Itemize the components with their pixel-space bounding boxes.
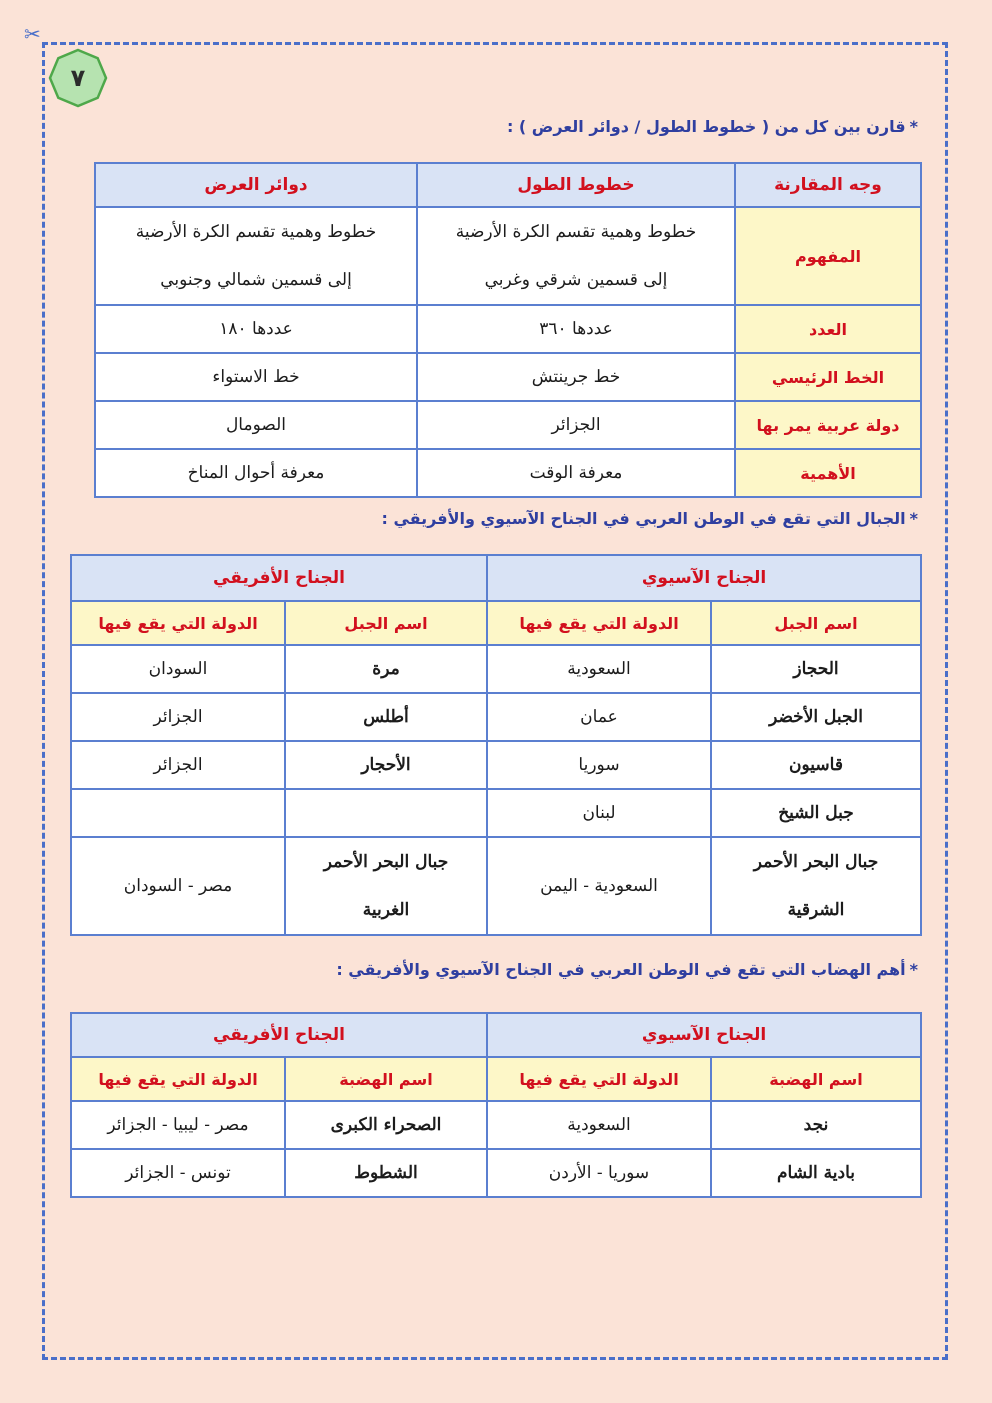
africa-name-cell — [285, 1101, 487, 1149]
africa-country-cell — [71, 789, 285, 837]
africa-country-cell-line: السودان — [148, 659, 208, 679]
latitude-cell — [95, 353, 417, 401]
table-row — [71, 789, 921, 837]
asia-name-cell — [711, 1101, 921, 1149]
asia-name-cell-line: الشرقية — [787, 900, 845, 920]
africa-country-cell — [71, 837, 285, 935]
table-row — [71, 1101, 921, 1149]
subheader-cell: اسم الجبل — [285, 601, 487, 645]
table-row — [95, 305, 921, 353]
table-row — [71, 693, 921, 741]
africa-name-cell-line: الأحجار — [361, 755, 411, 775]
asia-name-cell-line: قاسيون — [789, 755, 843, 775]
header-cell: خطوط الطول — [417, 163, 735, 207]
africa-country-cell-line: الجزائر — [153, 707, 203, 727]
asia-name-cell-line: الحجاز — [793, 659, 839, 679]
latitude-cell-line: الصومال — [225, 415, 287, 435]
section1-heading: *قارن بين كل من ( خطوط الطول / دوائر العرض ) : — [506, 117, 918, 136]
africa-name-cell — [285, 741, 487, 789]
africa-country-cell-line: الجزائر — [153, 755, 203, 775]
table-header-row — [95, 163, 921, 207]
latitude-cell-line: خطوط وهمية تقسم الكرة الأرضية — [135, 222, 377, 242]
page-number: ٧ — [70, 64, 86, 92]
header-cell: الجناح الأفريقي — [71, 555, 487, 601]
africa-country-cell — [71, 1149, 285, 1197]
asia-name-cell — [711, 837, 921, 935]
latitude-cell-line: عددها ١٨٠ — [219, 319, 293, 339]
aspect-cell-line: دولة عربية يمر بها — [756, 415, 900, 435]
table-row — [95, 207, 921, 305]
africa-name-cell — [285, 693, 487, 741]
longitude-cell-line: عددها ٣٦٠ — [539, 319, 613, 339]
comparison-table — [94, 162, 922, 498]
subheader-cell: الدولة التي يقع فيها — [487, 601, 711, 645]
asia-country-cell — [487, 1149, 711, 1197]
longitude-cell — [417, 305, 735, 353]
header-cell: وجه المقارنة — [735, 163, 921, 207]
longitude-cell-line: خط جرينتش — [531, 367, 621, 387]
aspect-cell — [735, 353, 921, 401]
scissors-icon: ✂ — [24, 22, 41, 46]
africa-country-cell — [71, 693, 285, 741]
africa-country-cell-line: تونس - الجزائر — [125, 1163, 231, 1183]
asia-name-cell — [711, 789, 921, 837]
asia-name-cell — [711, 741, 921, 789]
aspect-cell-line: المفهوم — [794, 246, 862, 266]
africa-name-cell-line: مرة — [372, 659, 400, 679]
africa-country-cell-line: مصر - السودان — [123, 876, 233, 896]
aspect-cell-line: الأهمية — [800, 463, 856, 483]
aspect-cell-line: الخط الرئيسي — [771, 367, 885, 387]
latitude-cell — [95, 401, 417, 449]
table-header-row — [71, 1013, 921, 1057]
asia-country-cell — [487, 741, 711, 789]
africa-name-cell-line: أطلس — [363, 707, 409, 727]
longitude-cell — [417, 353, 735, 401]
asia-name-cell-line: جبل الشيخ — [778, 803, 854, 823]
table-row — [95, 449, 921, 497]
table-row — [95, 401, 921, 449]
table-row — [95, 353, 921, 401]
longitude-cell — [417, 401, 735, 449]
asia-name-cell-line: بادية الشام — [776, 1163, 856, 1183]
latitude-cell — [95, 449, 417, 497]
longitude-cell-line: الجزائر — [551, 415, 601, 435]
section3-heading: *أهم الهضاب التي تقع في الوطن العربي في الجناح الآسيوي والأفريقي : — [336, 960, 918, 979]
asia-country-cell-line: السعودية — [567, 659, 631, 679]
aspect-cell-line: العدد — [809, 319, 847, 339]
aspect-cell — [735, 401, 921, 449]
asia-country-cell-line: لبنان — [582, 803, 616, 823]
africa-name-cell — [285, 789, 487, 837]
subheader-cell: اسم الجبل — [711, 601, 921, 645]
aspect-cell — [735, 449, 921, 497]
asia-country-cell — [487, 789, 711, 837]
africa-country-cell — [71, 1101, 285, 1149]
asia-name-cell — [711, 645, 921, 693]
africa-name-cell — [285, 837, 487, 935]
africa-name-cell-line: الغربية — [362, 900, 410, 920]
table-row — [71, 837, 921, 935]
africa-name-cell-line: جبال البحر الأحمر — [323, 852, 449, 872]
header-cell: الجناح الآسيوي — [487, 1013, 921, 1057]
latitude-cell — [95, 207, 417, 305]
header-cell: دوائر العرض — [95, 163, 417, 207]
header-cell: الجناح الآسيوي — [487, 555, 921, 601]
latitude-cell — [95, 305, 417, 353]
latitude-cell-line: معرفة أحوال المناخ — [187, 463, 325, 483]
asia-country-cell-line: سوريا - الأردن — [548, 1163, 650, 1183]
africa-name-cell-line: الشطوط — [354, 1163, 418, 1183]
table-row — [71, 645, 921, 693]
longitude-cell-line: خطوط وهمية تقسم الكرة الأرضية — [455, 222, 697, 242]
asia-country-cell — [487, 645, 711, 693]
table-header-row — [71, 555, 921, 601]
africa-name-cell-line: الصحراء الكبرى — [330, 1115, 442, 1135]
subheader-cell: الدولة التي يقع فيها — [71, 601, 285, 645]
asia-name-cell-line: نجد — [803, 1115, 829, 1135]
longitude-cell-line: معرفة الوقت — [529, 463, 623, 483]
bullet-star-icon: * — [909, 117, 918, 136]
africa-name-cell — [285, 645, 487, 693]
africa-country-cell — [71, 645, 285, 693]
asia-name-cell — [711, 693, 921, 741]
longitude-cell — [417, 449, 735, 497]
asia-country-cell — [487, 837, 711, 935]
table-subheader-row — [71, 1057, 921, 1101]
latitude-cell-line: إلى قسمين شمالي وجنوبي — [160, 270, 352, 290]
asia-country-cell-line: سوريا — [578, 755, 620, 775]
plateaus-table — [70, 1012, 922, 1198]
table-subheader-row — [71, 601, 921, 645]
mountains-table — [70, 554, 922, 936]
table-row — [71, 741, 921, 789]
latitude-cell-line: خط الاستواء — [212, 367, 300, 387]
africa-country-cell — [71, 741, 285, 789]
asia-name-cell-line: جبال البحر الأحمر — [753, 852, 879, 872]
asia-country-cell-line: السعودية - اليمن — [540, 876, 658, 896]
longitude-cell — [417, 207, 735, 305]
section2-heading: *الجبال التي تقع في الوطن العربي في الجناح الآسيوي والأفريقي : — [381, 509, 918, 528]
table-row — [71, 1149, 921, 1197]
asia-name-cell-line: الجبل الأخضر — [769, 707, 863, 727]
bullet-star-icon: * — [909, 960, 918, 979]
subheader-cell: اسم الهضبة — [285, 1057, 487, 1101]
longitude-cell-line: إلى قسمين شرقي وغربي — [484, 270, 668, 290]
asia-country-cell — [487, 1101, 711, 1149]
aspect-cell — [735, 305, 921, 353]
asia-country-cell-line: عمان — [580, 707, 618, 727]
asia-country-cell — [487, 693, 711, 741]
asia-name-cell — [711, 1149, 921, 1197]
africa-country-cell-line: مصر - ليبيا - الجزائر — [107, 1115, 249, 1135]
subheader-cell: اسم الهضبة — [711, 1057, 921, 1101]
africa-name-cell — [285, 1149, 487, 1197]
bullet-star-icon: * — [909, 509, 918, 528]
subheader-cell: الدولة التي يقع فيها — [487, 1057, 711, 1101]
aspect-cell — [735, 207, 921, 305]
asia-country-cell-line: السعودية — [567, 1115, 631, 1135]
subheader-cell: الدولة التي يقع فيها — [71, 1057, 285, 1101]
header-cell: الجناح الأفريقي — [71, 1013, 487, 1057]
